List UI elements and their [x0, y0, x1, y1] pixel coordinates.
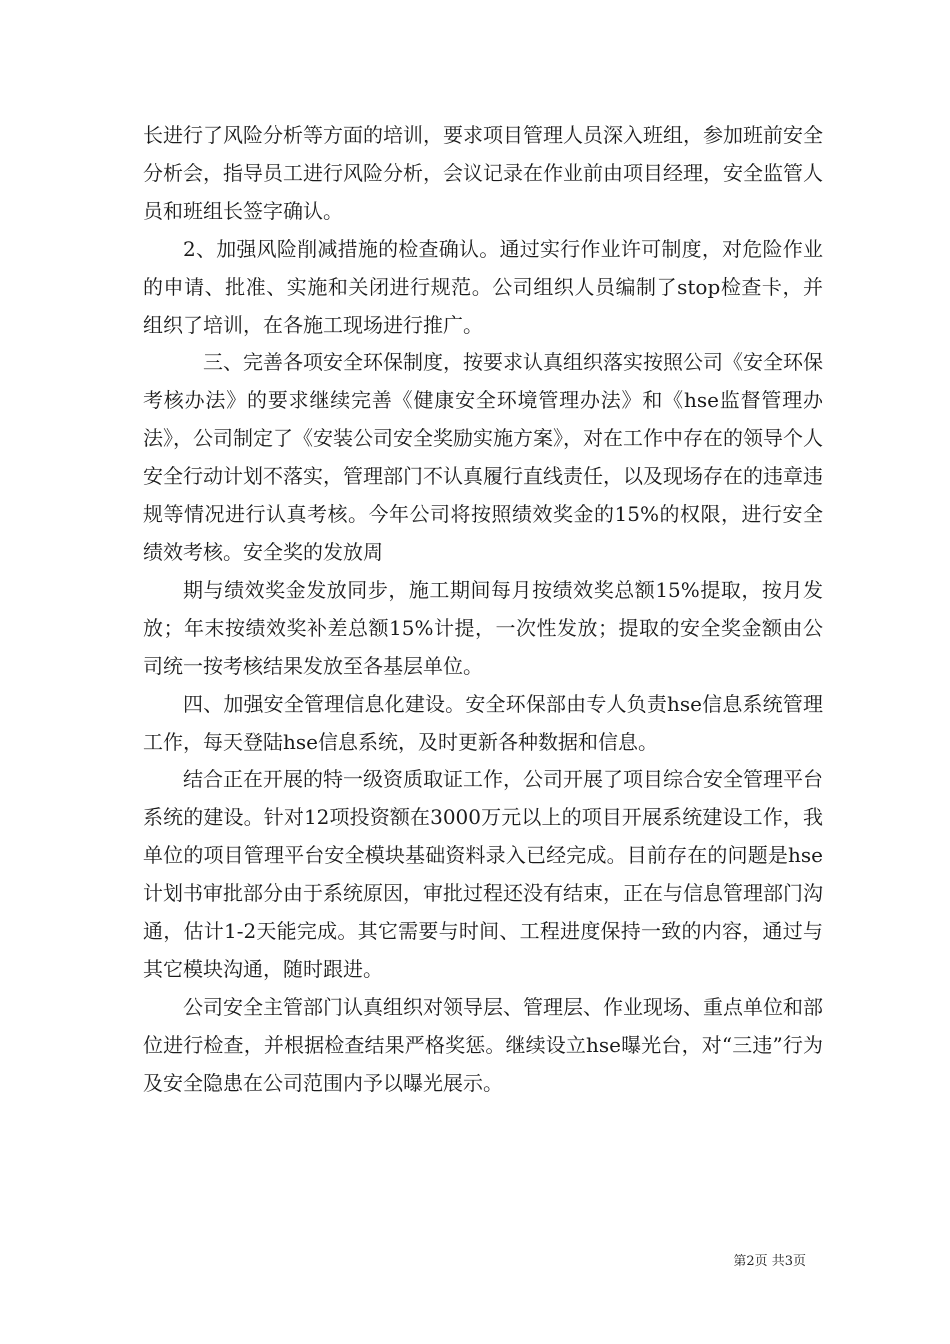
paragraph-bonus-distribution: 期与绩效奖金发放同步，施工期间每月按绩效奖总额15%提取，按月发放；年末按绩效奖补差总额15%计提，一次性发放；提取的安全奖金额由公司统一按考核结果发放至各基层单位。: [143, 577, 823, 678]
paragraph-platform-construction: 结合正在开展的特一级资质取证工作，公司开展了项目综合安全管理平台系统的建设。针对12项投资额在3000万元以上的项目开展系统建设工作，我单位的项目管理平台安全模块基础资料录入已经完成。目前存在的问题是hse计划书审批部分由于系统原因，审批过程还没有结束，正在与信息管理部门沟通，估计1-2天能完成。其它需要与时间、工程进度保持一致的内容，通过与其它模块沟通，随时跟进。: [143, 767, 823, 981]
paragraph-risk-reduction: 2、加强风险削减措施的检查确认。通过实行作业许可制度，对危险作业的申请、批准、实施和关闭进行规范。公司组织人员编制了stop检查卡，并组织了培训，在各施工现场进行推广。: [143, 236, 823, 337]
body-text: [143, 117, 823, 1103]
paragraph-continuation: 长进行了风险分析等方面的培训，要求项目管理人员深入班组，参加班前安全分析会，指导员工进行风险分析，会议记录在作业前由项目经理，安全监管人员和班组长签字确认。: [143, 123, 823, 223]
page-number: 第2页 共3页: [733, 1254, 806, 1269]
paragraph-section-four: 四、加强安全管理信息化建设。安全环保部由专人负责hse信息系统管理工作，每天登陆hse信息系统，及时更新各种数据和信息。: [143, 691, 823, 754]
paragraph-inspection: 公司安全主管部门认真组织对领导层、管理层、作业现场、重点单位和部位进行检查，并根据检查结果严格奖惩。继续设立hse曝光台，对“三违”行为及安全隐患在公司范围内予以曝光展示。: [143, 994, 823, 1095]
paragraph-section-three: 三、完善各项安全环保制度，按要求认真组织落实按照公司《安全环保考核办法》的要求继续完善《健康安全环境管理办法》和《hse监督管理办法》，公司制定了《安装公司安全奖励实施方案》，对在工作中存在的领导个人安全行动计划不落实，管理部门不认真履行直线责任，以及现场存在的违章违规等情况进行认真考核。今年公司将按照绩效奖金的15%的权限，进行安全绩效考核。安全奖的发放周: [143, 350, 823, 564]
